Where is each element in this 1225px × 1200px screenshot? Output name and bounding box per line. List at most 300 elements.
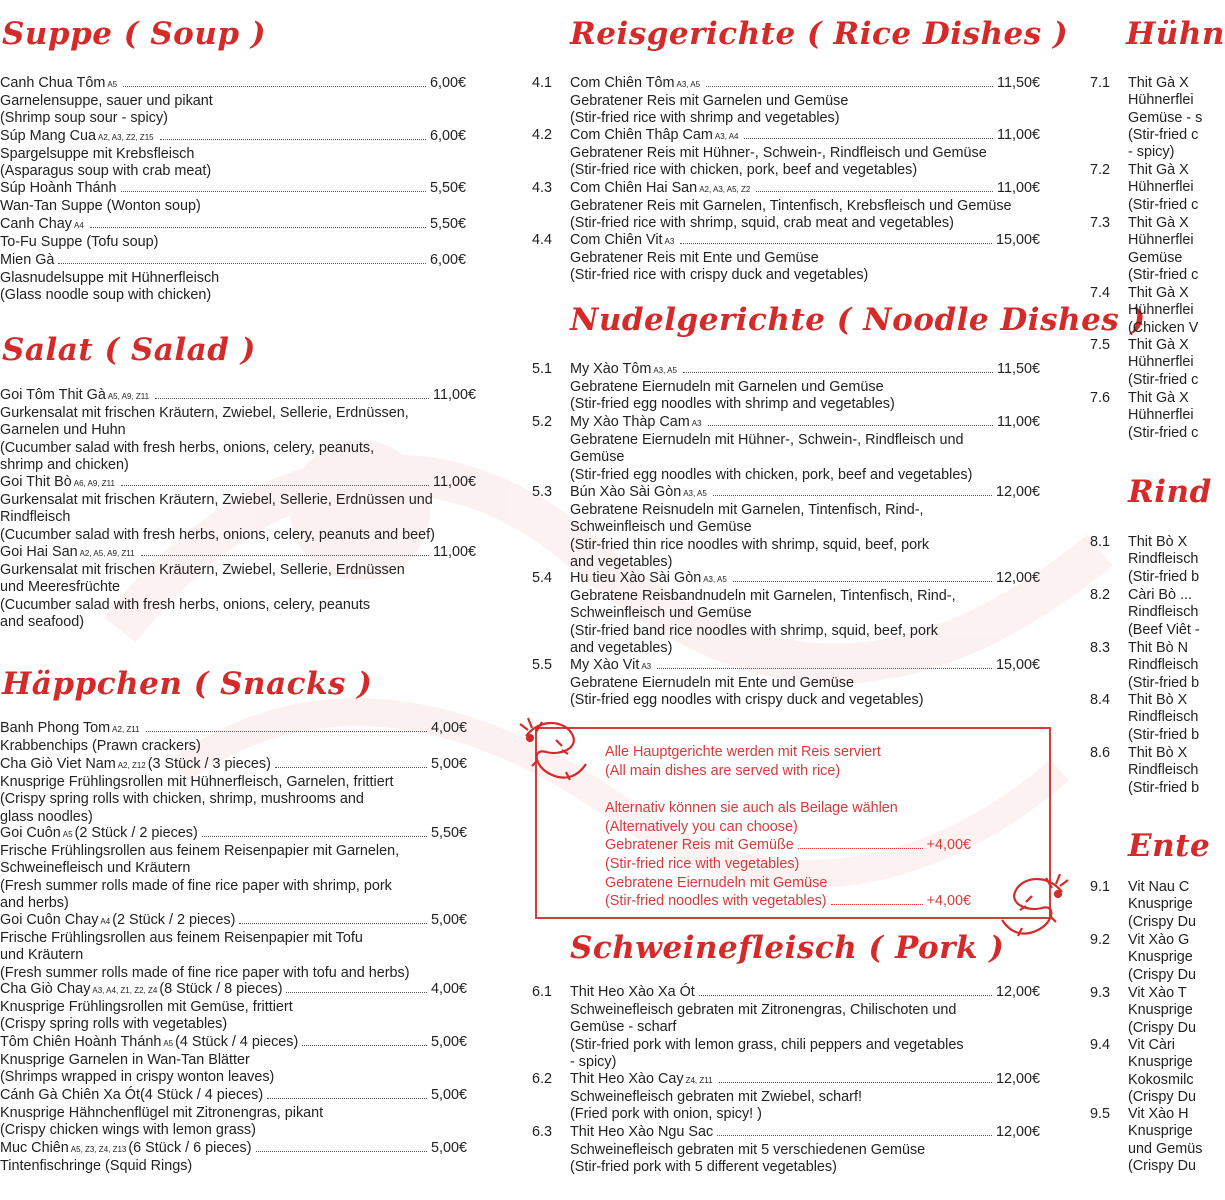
option-rice-name: Gebratener Reis mit Gemüße bbox=[605, 837, 794, 853]
allergen-codes: A4 bbox=[74, 221, 84, 230]
note-line-4: (Alternatively you can choose) bbox=[605, 819, 798, 835]
item-name: Thit Gà X bbox=[1128, 337, 1189, 353]
item-number: 5.4 bbox=[532, 570, 553, 586]
item-price: 6,00€ bbox=[429, 75, 466, 91]
item-description: Schweinefleisch und Kräutern bbox=[0, 860, 191, 877]
item-description: (Chicken V bbox=[1128, 319, 1199, 336]
item-title-line bbox=[0, 756, 467, 774]
dot-leader bbox=[121, 485, 429, 486]
item-number: 8.6 bbox=[1090, 745, 1111, 761]
item-title-line bbox=[0, 1140, 467, 1158]
dot-leader bbox=[146, 731, 427, 732]
item-title-line bbox=[570, 75, 1040, 93]
item-price: 4,00€ bbox=[430, 981, 467, 997]
item-description: Rindfleisch bbox=[1128, 551, 1199, 568]
item-description: (Cucumber salad with fresh herbs, onions, celery, peanuts and beef) bbox=[0, 526, 435, 543]
menu-item bbox=[532, 984, 1040, 1071]
item-description: Kokosmilc bbox=[1128, 1071, 1194, 1088]
item-title-line bbox=[0, 912, 467, 930]
item-number: 5.5 bbox=[532, 657, 553, 673]
column-right bbox=[1090, 0, 1225, 1200]
item-price: 5,50€ bbox=[430, 825, 467, 841]
dot-leader bbox=[683, 372, 993, 373]
item-price: 11,00€ bbox=[433, 387, 476, 403]
item-name: Thit Bò X bbox=[1128, 534, 1188, 550]
item-price: 5,50€ bbox=[429, 216, 466, 232]
menu-item bbox=[532, 127, 1040, 180]
allergen-codes: A5 bbox=[62, 830, 73, 839]
dot-leader bbox=[160, 139, 426, 140]
item-name: Thit Heo Xào Cay bbox=[570, 1071, 684, 1087]
dragon-icon-left bbox=[516, 716, 592, 784]
item-description: (Stir-fried rice with shrimp and vegetables) bbox=[570, 110, 840, 127]
item-title-line bbox=[570, 484, 1040, 502]
item-description: Knusprige Hähnchenflügel mit Zitronengras, pikant bbox=[0, 1105, 324, 1121]
dot-leader bbox=[699, 995, 992, 996]
item-description: Gebratene Eiernudeln mit Hühner-, Schwein-, Rindfleisch und bbox=[570, 432, 964, 448]
item-name: Vit Càri bbox=[1128, 1037, 1175, 1053]
item-number: 8.4 bbox=[1090, 692, 1111, 708]
dot-leader bbox=[58, 263, 426, 264]
item-price: 15,00€ bbox=[995, 232, 1040, 248]
item-description: Rindfleisch bbox=[1128, 762, 1199, 779]
allergen-codes: A3, A5 bbox=[653, 366, 677, 375]
item-description: und Gemüs bbox=[1128, 1140, 1203, 1157]
note-line-1: Alle Hauptgerichte werden mit Reis serviert bbox=[605, 744, 881, 760]
item-description: glass noodles) bbox=[0, 808, 93, 825]
item-description: und Kräutern bbox=[0, 947, 84, 964]
item-description: Gebratene Eiernudeln mit Garnelen und Gemüse bbox=[570, 379, 884, 395]
item-description: Krabbenchips (Prawn crackers) bbox=[0, 738, 201, 754]
note-line-6: Gebratene Eiernudeln mit Gemüse bbox=[605, 875, 828, 891]
item-description: (Stir-fried b bbox=[1128, 779, 1200, 796]
dot-leader bbox=[267, 1098, 427, 1099]
snacks-heading: Häppchen ( Snacks ) bbox=[2, 666, 373, 702]
allergen-codes: A5 bbox=[163, 1039, 174, 1048]
item-description: (Crispy Du bbox=[1128, 966, 1196, 983]
item-description: Rindfleisch bbox=[1128, 604, 1199, 621]
item-description: To-Fu Suppe (Tofu soup) bbox=[0, 234, 159, 250]
item-description: (Stir-fried c bbox=[1128, 371, 1199, 388]
item-number: 6.1 bbox=[532, 984, 553, 1000]
allergen-codes: Z4, Z11 bbox=[685, 1076, 713, 1085]
item-name: Thit Gà X bbox=[1128, 75, 1189, 91]
item-price: 5,00€ bbox=[430, 1087, 467, 1103]
item-description: Gebratener Reis mit Ente und Gemüse bbox=[570, 250, 819, 266]
dragon-icon-right bbox=[996, 872, 1072, 940]
dot-leader bbox=[90, 227, 426, 228]
item-description: (Stir-fried egg noodles with shrimp and vegetables) bbox=[570, 396, 895, 413]
dot-leader bbox=[713, 495, 992, 496]
dot-leader bbox=[831, 904, 923, 905]
item-description: Gebratener Reis mit Garnelen, Tintenfisch, Krebsfleisch und Gemüse bbox=[570, 198, 1012, 214]
allergen-codes: A5, Z3, Z4, Z13 bbox=[70, 1145, 127, 1154]
item-price: 5,00€ bbox=[430, 1034, 467, 1050]
item-number: 8.3 bbox=[1090, 640, 1111, 656]
menu-item bbox=[532, 570, 1040, 657]
menu-item-cropped bbox=[1090, 215, 1199, 284]
menu-item bbox=[0, 180, 466, 215]
item-description: (Stir-fried rice with crispy duck and vegetables) bbox=[570, 267, 869, 284]
item-name: Goi Tôm Thit Gà bbox=[0, 387, 106, 403]
item-price: 6,00€ bbox=[429, 252, 466, 268]
item-description: Gemüse - scharf bbox=[570, 1019, 677, 1036]
allergen-codes: A3 bbox=[641, 662, 652, 671]
item-name: Thit Gà X bbox=[1128, 162, 1189, 178]
dot-leader bbox=[155, 398, 429, 399]
allergen-codes: A3 bbox=[664, 237, 675, 246]
item-description: Frische Frühlingsrollen aus feinem Reisenpapier mit Tofu bbox=[0, 930, 363, 946]
item-name: Com Chiên Thâp Cam bbox=[570, 127, 713, 143]
item-price: 12,00€ bbox=[995, 484, 1040, 500]
item-title-line bbox=[570, 1124, 1040, 1142]
rice-info-box bbox=[535, 727, 1051, 919]
allergen-codes: A6, A9, Z11 bbox=[73, 479, 115, 488]
item-price: 12,00€ bbox=[995, 984, 1040, 1000]
item-name: Càri Bò ... bbox=[1128, 587, 1192, 603]
menu-item bbox=[532, 180, 1040, 233]
item-number: 9.3 bbox=[1090, 985, 1111, 1001]
soup-heading: Suppe ( Soup ) bbox=[2, 16, 266, 52]
dot-leader bbox=[141, 555, 429, 556]
item-description: (Stir-fried egg noodles with chicken, pork, beef and vegetables) bbox=[570, 466, 973, 483]
item-name: Hu tieu Xào Sài Gòn bbox=[570, 570, 702, 586]
allergen-codes: A2, Z11 bbox=[112, 725, 140, 734]
menu-item-cropped bbox=[1090, 640, 1200, 692]
menu-item-cropped bbox=[1090, 745, 1200, 797]
dot-leader bbox=[719, 1082, 992, 1083]
menu-item bbox=[0, 981, 467, 1034]
menu-item bbox=[0, 474, 476, 544]
item-name: Vit Xào H bbox=[1128, 1106, 1189, 1122]
note-line-3: Alternativ können sie auch als Beilage wählen bbox=[605, 800, 898, 816]
item-portion: (6 Stück / 6 pieces) bbox=[128, 1140, 252, 1156]
item-description: (Fresh summer rolls made of fine rice paper with shrimp, pork bbox=[0, 877, 392, 894]
item-price: 5,50€ bbox=[429, 180, 466, 196]
item-name: Thit Heo Xào Xa Ót bbox=[570, 984, 695, 1000]
item-description: (Stir-fried pork with 5 different vegetables) bbox=[570, 1159, 837, 1176]
menu-item bbox=[532, 484, 1040, 571]
item-number: 4.4 bbox=[532, 232, 553, 248]
menu-item-cropped bbox=[1090, 75, 1203, 162]
item-name: Súp Hoành Thánh bbox=[0, 180, 117, 196]
menu-item bbox=[0, 1140, 467, 1175]
allergen-codes: A3, A5 bbox=[676, 80, 701, 89]
allergen-codes: A3, A5 bbox=[703, 575, 727, 584]
dot-leader bbox=[756, 191, 993, 192]
item-description: (Stir-fried rice with chicken, pork, beef and vegetables) bbox=[570, 162, 918, 179]
salad-heading: Salat ( Salad ) bbox=[2, 332, 256, 368]
item-name: My Xào Vit bbox=[570, 657, 640, 673]
item-description: Knusprige Garnelen in Wan-Tan Blätter bbox=[0, 1052, 250, 1068]
item-number: 7.3 bbox=[1090, 215, 1111, 231]
item-description: Tintenfischringe (Squid Rings) bbox=[0, 1158, 193, 1174]
item-name: Tôm Chiên Hoành Thánh bbox=[0, 1034, 162, 1050]
item-price: 5,00€ bbox=[430, 912, 467, 928]
item-description: (Fried pork with onion, spicy! ) bbox=[570, 1106, 762, 1123]
menu-item-cropped bbox=[1090, 932, 1196, 984]
item-name: Cánh Gà Chiên Xa Ót bbox=[0, 1087, 140, 1103]
menu-item bbox=[0, 252, 466, 305]
item-description: (Glass noodle soup with chicken) bbox=[0, 287, 212, 304]
menu-item-cropped bbox=[1090, 162, 1199, 214]
dot-leader bbox=[680, 243, 992, 244]
item-price: 4,00€ bbox=[430, 720, 467, 736]
item-description: (Stir-fried b bbox=[1128, 568, 1200, 585]
item-description: Gurkensalat mit frischen Kräutern, Zwiebel, Sellerie, Erdnüssen bbox=[0, 562, 405, 578]
item-description: (Crispy chicken wings with lemon grass) bbox=[0, 1122, 256, 1139]
item-description: Gemüse - s bbox=[1128, 109, 1203, 126]
item-name: Thit Bò X bbox=[1128, 745, 1188, 761]
item-number: 7.6 bbox=[1090, 390, 1111, 406]
item-name: Bún Xào Sài Gòn bbox=[570, 484, 682, 500]
item-title-line bbox=[570, 984, 1040, 1002]
menu-item bbox=[532, 1124, 1040, 1177]
menu-item bbox=[532, 414, 1040, 484]
item-number: 9.5 bbox=[1090, 1106, 1111, 1122]
item-description: and vegetables) bbox=[570, 554, 673, 571]
item-number: 9.1 bbox=[1090, 879, 1111, 895]
item-title-line bbox=[0, 1034, 467, 1052]
allergen-codes: A3, A4 bbox=[714, 132, 739, 141]
item-title-line bbox=[0, 216, 466, 234]
item-description: (Cucumber salad with fresh herbs, onions, celery, peanuts, bbox=[0, 439, 375, 456]
dot-leader bbox=[275, 767, 427, 768]
item-description: - spicy) bbox=[1128, 144, 1175, 161]
item-title-line bbox=[0, 825, 467, 843]
item-description: Knusprige bbox=[1128, 1002, 1193, 1019]
item-price: 5,00€ bbox=[430, 756, 467, 772]
pork-heading: Schweinefleisch ( Pork ) bbox=[570, 930, 1005, 966]
item-description: Hühnerflei bbox=[1128, 302, 1194, 319]
item-description: - spicy) bbox=[570, 1054, 617, 1071]
item-number: 9.2 bbox=[1090, 932, 1111, 948]
chicken-heading: Hühn bbox=[1126, 16, 1225, 52]
item-price: 11,00€ bbox=[433, 474, 476, 490]
item-description: (Stir-fried c bbox=[1128, 127, 1199, 144]
menu-item bbox=[532, 75, 1040, 128]
item-title-line bbox=[0, 75, 466, 93]
item-description: Knusprige bbox=[1128, 949, 1193, 966]
option-noodle-name: (Stir-fried noodles with vegetables) bbox=[605, 893, 827, 909]
item-title-line bbox=[570, 232, 1040, 250]
item-description: (Cucumber salad with fresh herbs, onions, celery, peanuts bbox=[0, 596, 371, 613]
allergen-codes: A4 bbox=[100, 917, 111, 926]
noodle-heading: Nudelgerichte ( Noodle Dishes ) bbox=[570, 302, 1146, 338]
item-name: Canh Chua Tôm bbox=[0, 75, 106, 91]
menu-item bbox=[0, 756, 467, 826]
item-number: 6.2 bbox=[532, 1071, 553, 1087]
dot-leader bbox=[123, 86, 426, 87]
dot-leader bbox=[706, 86, 993, 87]
item-name: Thit Bò X bbox=[1128, 692, 1188, 708]
item-description: shrimp and chicken) bbox=[0, 457, 129, 474]
item-description: Schweinfleisch und Gemüse bbox=[570, 519, 752, 536]
item-description: Gebratener Reis mit Hühner-, Schwein-, Rindfleisch und Gemüse bbox=[570, 145, 987, 161]
item-description: Hühnerflei bbox=[1128, 407, 1194, 424]
item-name: Thit Gà X bbox=[1128, 285, 1189, 301]
item-description: (Stir-fried b bbox=[1128, 674, 1200, 691]
dot-leader bbox=[202, 836, 427, 837]
item-description: Garnelen und Huhn bbox=[0, 422, 126, 439]
item-portion: (8 Stück / 8 pieces) bbox=[159, 981, 283, 997]
item-description: Gemüse bbox=[1128, 249, 1183, 266]
item-number: 8.2 bbox=[1090, 587, 1111, 603]
item-number: 7.4 bbox=[1090, 285, 1111, 301]
item-description: Hühnerflei bbox=[1128, 179, 1194, 196]
item-name: Canh Chay bbox=[0, 216, 72, 232]
item-description: Knusprige bbox=[1128, 1123, 1193, 1140]
item-title-line bbox=[570, 361, 1040, 379]
item-portion: (4 Stück / 4 pieces) bbox=[140, 1087, 264, 1103]
dot-leader bbox=[733, 581, 992, 582]
menu-item bbox=[532, 1071, 1040, 1124]
item-description: (Stir-fried pork with lemon grass, chili peppers and vegetables bbox=[570, 1036, 964, 1053]
item-description: (Stir-fried c bbox=[1128, 267, 1199, 284]
item-name: Com Chiên Tôm bbox=[570, 75, 675, 91]
menu-item bbox=[0, 387, 476, 474]
item-title-line bbox=[0, 544, 476, 562]
item-price: 11,00€ bbox=[997, 414, 1040, 430]
item-description: Rindfleisch bbox=[1128, 657, 1199, 674]
option-noodle-price: +4,00€ bbox=[926, 893, 971, 909]
menu-item-cropped bbox=[1090, 587, 1200, 639]
item-description: and seafood) bbox=[0, 614, 85, 631]
allergen-codes: A2, Z12 bbox=[117, 761, 146, 770]
item-description: and vegetables) bbox=[570, 640, 673, 657]
item-description: Knusprige bbox=[1128, 896, 1193, 913]
item-price: 15,00€ bbox=[995, 657, 1040, 673]
item-portion: (2 Stück / 2 pieces) bbox=[74, 825, 198, 841]
item-title-line bbox=[0, 387, 476, 405]
item-title-line bbox=[0, 128, 466, 146]
item-description: Rindfleisch bbox=[0, 509, 71, 526]
menu-item bbox=[0, 75, 466, 128]
allergen-codes: A5 bbox=[107, 80, 118, 89]
option-rice-price: +4,00€ bbox=[926, 837, 971, 853]
beef-heading: Rind bbox=[1128, 474, 1212, 510]
option-rice-line bbox=[605, 837, 971, 855]
item-name: My Xào Thàp Cam bbox=[570, 414, 690, 430]
dot-leader bbox=[121, 191, 426, 192]
item-description: Gurkensalat mit frischen Kräutern, Zwiebel, Sellerie, Erdnüssen, bbox=[0, 405, 409, 421]
item-description: Glasnudelsuppe mit Hühnerfleisch bbox=[0, 270, 220, 286]
menu-item bbox=[0, 912, 467, 982]
item-description: Garnelensuppe, sauer und pikant bbox=[0, 93, 213, 109]
item-description: (Crispy Du bbox=[1128, 1158, 1196, 1175]
item-name: Cha Giò Viet Nam bbox=[0, 756, 116, 772]
dot-leader bbox=[744, 138, 993, 139]
item-name: Thit Gà X bbox=[1128, 215, 1189, 231]
item-price: 11,50€ bbox=[997, 361, 1040, 377]
dot-leader bbox=[286, 992, 427, 993]
item-price: 11,00€ bbox=[997, 127, 1040, 143]
item-title-line bbox=[0, 981, 467, 999]
item-name: Com Chiên Hai San bbox=[570, 180, 698, 196]
item-title-line bbox=[0, 474, 476, 492]
allergen-codes: A3, A4, Z1, Z2, Z4 bbox=[92, 986, 158, 995]
item-title-line bbox=[570, 657, 1040, 675]
item-number: 4.2 bbox=[532, 127, 553, 143]
item-number: 4.3 bbox=[532, 180, 553, 196]
item-description: Rindfleisch bbox=[1128, 709, 1199, 726]
item-description: (Crispy spring rolls with chicken, shrimp, mushrooms and bbox=[0, 791, 364, 808]
item-description: Wan-Tan Suppe (Wonton soup) bbox=[0, 198, 201, 214]
item-title-line bbox=[570, 414, 1040, 432]
item-name: Goi Thit Bò bbox=[0, 474, 72, 490]
dot-leader bbox=[302, 1045, 427, 1046]
item-description: Frische Frühlingsrollen aus feinem Reisenpapier mit Garnelen, bbox=[0, 843, 400, 859]
item-name: Thit Bò N bbox=[1128, 640, 1188, 656]
item-title-line bbox=[0, 1087, 467, 1105]
menu-item bbox=[532, 232, 1040, 285]
option-noodle-line bbox=[605, 893, 971, 911]
menu-item-cropped bbox=[1090, 534, 1200, 586]
item-description: (Stir-fried rice with shrimp, squid, crab meat and vegetables) bbox=[570, 215, 954, 232]
item-description: Gebratene Reisbandnudeln mit Garnelen, Tintenfisch, Rind-, bbox=[570, 588, 956, 604]
item-name: Cha Giò Chay bbox=[0, 981, 91, 997]
item-description: Hühnerflei bbox=[1128, 354, 1194, 371]
item-name: Thit Heo Xào Ngu Sac bbox=[570, 1124, 714, 1140]
item-description: (Stir-fried c bbox=[1128, 196, 1199, 213]
menu-item bbox=[0, 128, 466, 181]
item-description: (Shrimps wrapped in crispy wonton leaves) bbox=[0, 1069, 275, 1086]
item-description: (Fresh summer rolls made of fine rice paper with tofu and herbs) bbox=[0, 964, 410, 981]
item-description: Hühnerflei bbox=[1128, 232, 1194, 249]
item-description: (Crispy Du bbox=[1128, 1089, 1196, 1106]
item-name: Goi Cuôn bbox=[0, 825, 61, 841]
menu-item-cropped bbox=[1090, 1037, 1196, 1106]
note-line-5: (Stir-fried rice with vegetables) bbox=[605, 856, 800, 872]
column-left bbox=[0, 0, 476, 1200]
note-line-2: (All main dishes are served with rice) bbox=[605, 763, 841, 779]
item-description: Gebratene Reisnudeln mit Garnelen, Tintenfisch, Rind-, bbox=[570, 502, 924, 518]
item-description: Schweinefleisch gebraten mit Zwiebel, scharf! bbox=[570, 1089, 862, 1105]
item-description: (Shrimp soup sour - spicy) bbox=[0, 110, 168, 127]
duck-heading: Ente bbox=[1128, 828, 1211, 864]
item-price: 11,00€ bbox=[433, 544, 476, 560]
allergen-codes: A2, A5, A9, Z11 bbox=[79, 549, 135, 558]
item-name: Com Chiên Vit bbox=[570, 232, 663, 248]
item-description: Knusprige Frühlingsrollen mit Gemüse, frittiert bbox=[0, 999, 293, 1015]
allergen-codes: A2, A3, A5, Z2 bbox=[699, 185, 751, 194]
item-description: Hühnerflei bbox=[1128, 92, 1194, 109]
allergen-codes: A3 bbox=[691, 419, 702, 428]
item-description: Knusprige bbox=[1128, 1054, 1193, 1071]
item-price: 12,00€ bbox=[995, 1071, 1040, 1087]
menu-item-cropped bbox=[1090, 1106, 1203, 1175]
item-title-line bbox=[0, 720, 467, 738]
menu-item bbox=[0, 544, 476, 631]
item-description: Spargelsuppe mit Krebsfleisch bbox=[0, 146, 195, 162]
dot-leader bbox=[708, 425, 994, 426]
allergen-codes: A5, A9, Z11 bbox=[107, 392, 150, 401]
item-name: Vit Xào T bbox=[1128, 985, 1187, 1001]
menu-item bbox=[0, 825, 467, 912]
item-number: 5.2 bbox=[532, 414, 553, 430]
item-price: 6,00€ bbox=[429, 128, 466, 144]
item-number: 5.3 bbox=[532, 484, 553, 500]
item-name: Banh Phong Tom bbox=[0, 720, 111, 736]
item-name: Vit Nau C bbox=[1128, 879, 1190, 895]
rice-heading: Reisgerichte ( Rice Dishes ) bbox=[570, 16, 1069, 52]
item-description: und Meeresfrüchte bbox=[0, 579, 120, 596]
item-title-line bbox=[570, 180, 1040, 198]
item-description: Schweinefleisch gebraten mit Zitronengras, Chilischoten und bbox=[570, 1002, 957, 1018]
dot-leader bbox=[657, 668, 992, 669]
item-description: (Crispy spring rolls with vegetables) bbox=[0, 1016, 228, 1033]
dot-leader bbox=[239, 923, 427, 924]
